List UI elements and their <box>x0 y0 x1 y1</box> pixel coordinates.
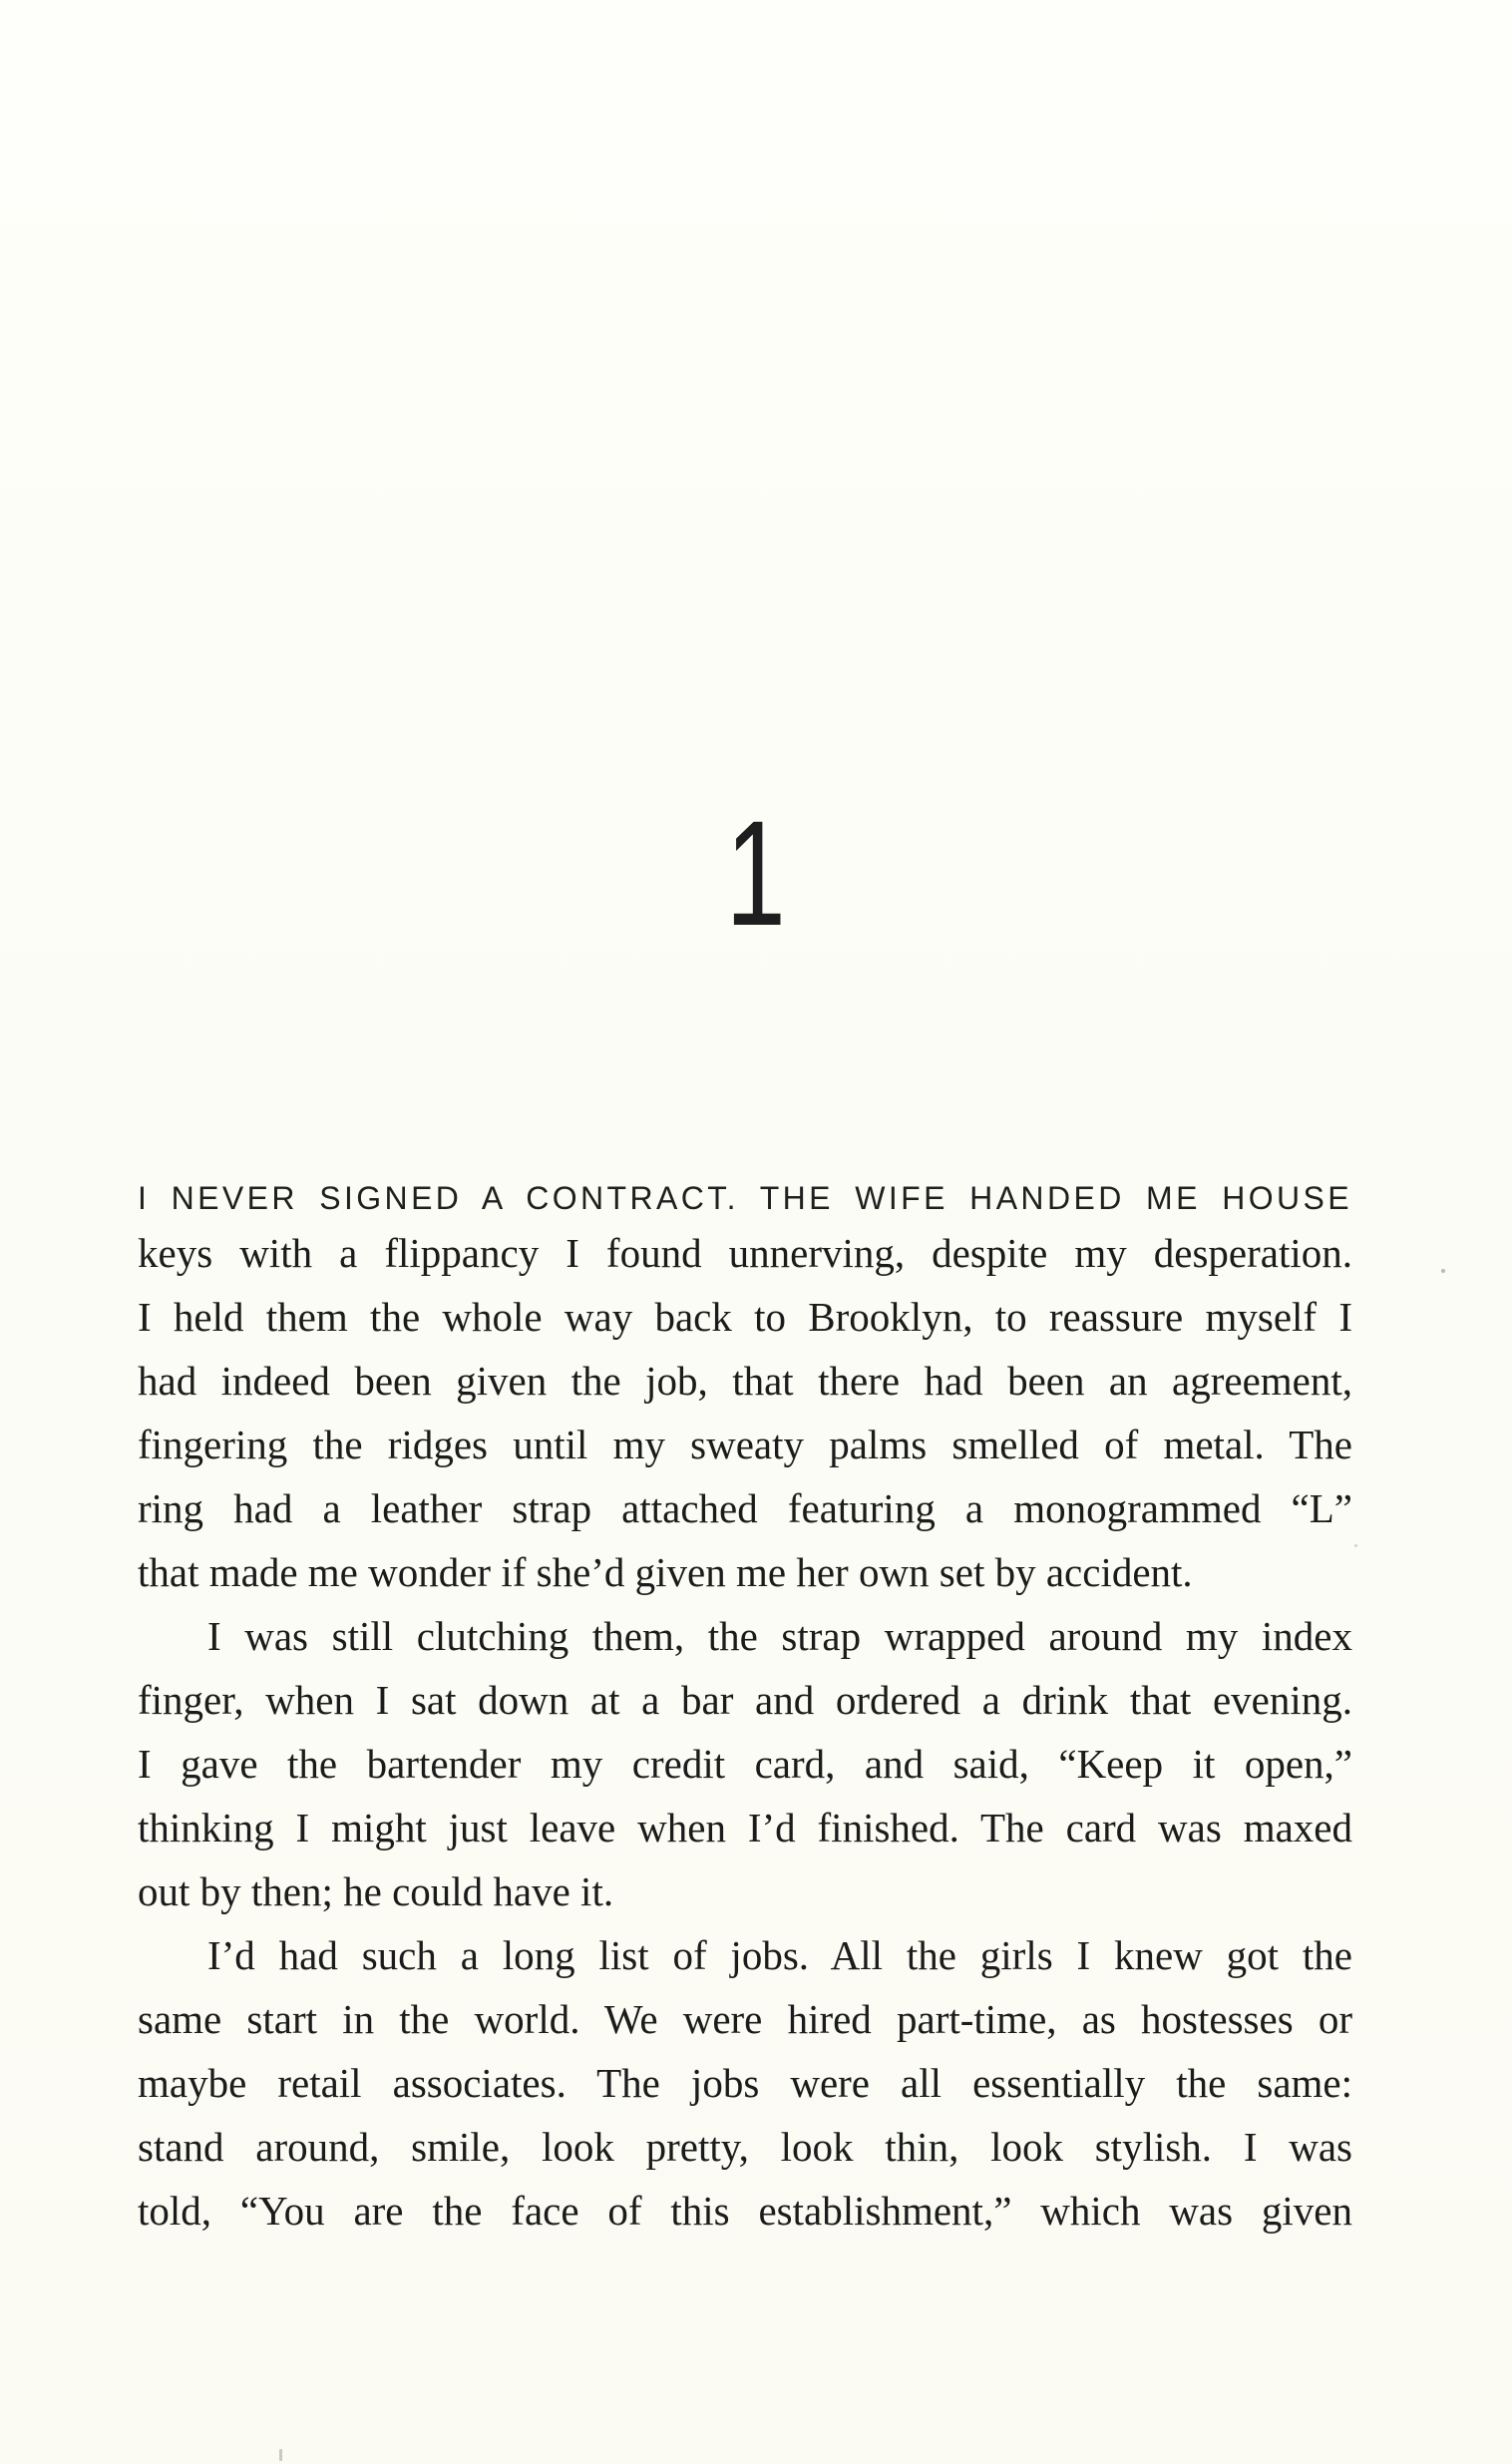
text-line: I was still clutching them, the strap wrapped around my index <box>207 1613 1352 1659</box>
text-line: maybe retail associates. The jobs were all essentially the same: <box>138 2060 1352 2106</box>
text-line: that made me wonder if she’d given me her own set by accident. <box>138 1549 1193 1595</box>
text-line: thinking I might just leave when I’d finished. The card was maxed <box>138 1805 1352 1850</box>
text-line: keys with a flippancy I found unnerving, despite my desperation. <box>138 1230 1352 1276</box>
text-line: fingering the ridges until my sweaty palms smelled of metal. The <box>138 1422 1352 1467</box>
lead-in-small-caps: I NEVER SIGNED A CONTRACT. THE WIFE HANDED ME HOUSE <box>138 1180 1352 1216</box>
text-line: finger, when I sat down at a bar and ordered a drink that evening. <box>138 1677 1352 1723</box>
text-line: told, “You are the face of this establishment,” which was given <box>138 2188 1352 2234</box>
paragraph-1 <box>138 1221 1352 1604</box>
text-line: out by then; he could have it. <box>138 1868 614 1914</box>
chapter-number-text: 1 <box>725 789 787 957</box>
chapter-number <box>0 789 1512 957</box>
paragraph-2 <box>138 1604 1352 1923</box>
scan-speck <box>1441 1269 1445 1273</box>
text-line: I gave the bartender my credit card, and said, “Keep it open,” <box>138 1741 1352 1787</box>
scan-speck <box>279 2449 282 2461</box>
paragraph-3 <box>138 1923 1352 2243</box>
scan-speck <box>1354 1544 1357 1547</box>
chapter-text <box>138 1177 1352 2243</box>
text-line: stand around, smile, look pretty, look thin, look stylish. I was <box>138 2124 1352 2170</box>
text-line: had indeed been given the job, that there had been an agreement, <box>138 1358 1352 1404</box>
text-line: I’d had such a long list of jobs. All the girls I knew got the <box>207 1932 1352 1978</box>
text-line: I held them the whole way back to Brooklyn, to reassure myself I <box>138 1294 1352 1340</box>
text-line: same start in the world. We were hired part-time, as hostesses or <box>138 1996 1352 2042</box>
text-line: ring had a leather strap attached featuring a monogrammed “L” <box>138 1485 1352 1531</box>
